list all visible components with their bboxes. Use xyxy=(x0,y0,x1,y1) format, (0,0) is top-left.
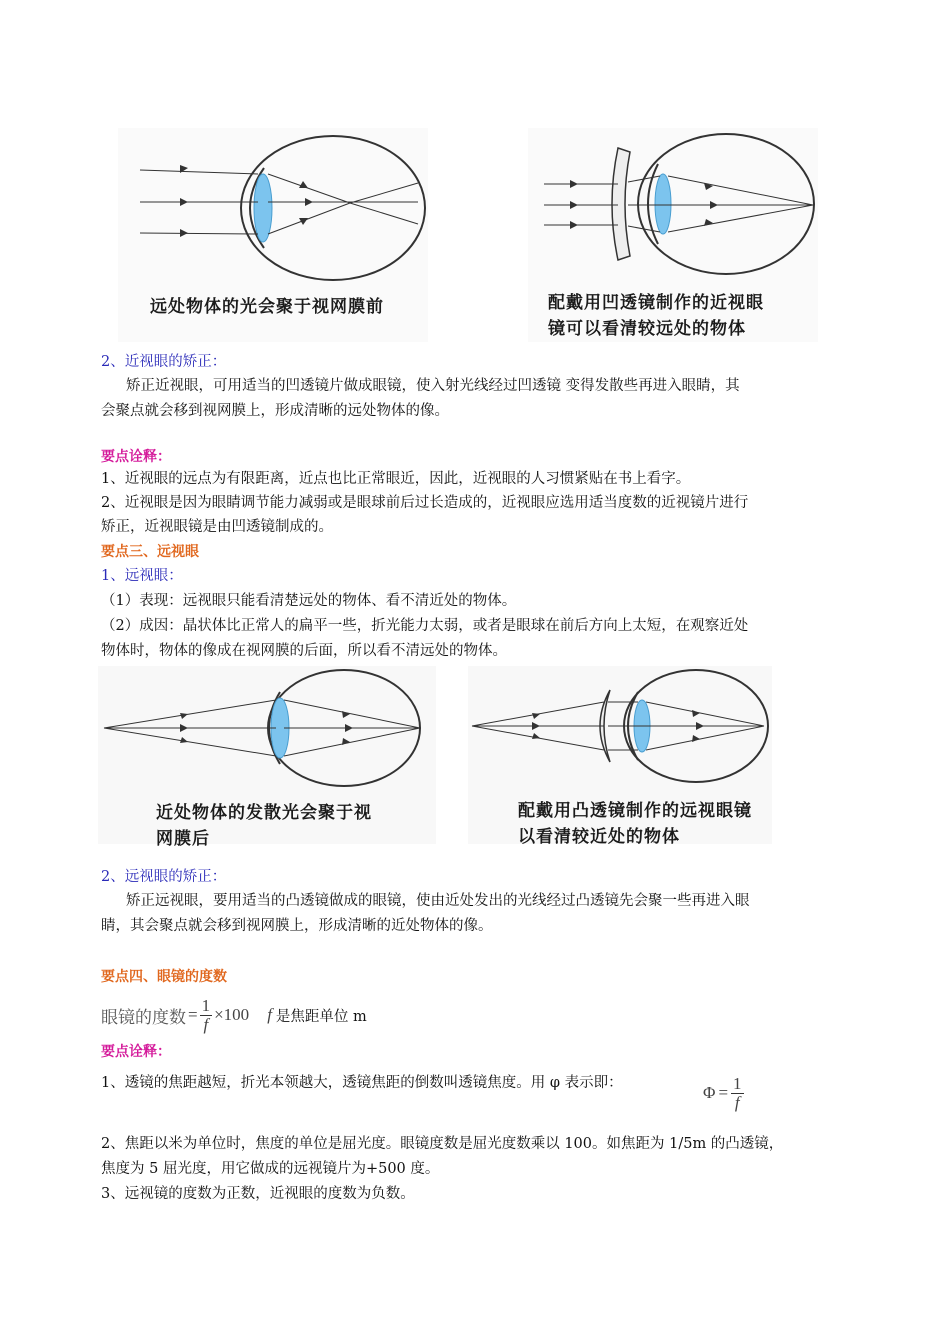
figure2-right-caption-line2: 以看清较近处的物体 xyxy=(518,827,680,847)
figure1-right-caption-line1: 配戴用凹透镜制作的近视眼 xyxy=(548,293,764,313)
formula-note: 是焦距单位 m xyxy=(275,1008,367,1025)
notes2-item2-line2: 焦度为 5 屈光度，用它做成的远视镜片为+500 度。 xyxy=(101,1161,440,1177)
myopia-correction-line2: 会聚点就会移到视网膜上，形成清晰的远处物体的像。 xyxy=(101,403,449,419)
notes2-item3: 3、远视镜的度数为正数，近视眼的度数为负数。 xyxy=(101,1186,415,1202)
power-formula xyxy=(101,992,367,1038)
formula-denominator: f xyxy=(203,1014,209,1034)
phi-formula xyxy=(703,1068,744,1118)
formula-numerator: 1 xyxy=(201,995,211,1015)
notes1-item2-line2: 矫正，近视眼镜是由凹透镜制成的。 xyxy=(101,519,333,535)
formula-f: f xyxy=(267,1005,272,1024)
formula-equals: = xyxy=(188,1005,198,1024)
hyperopia-correction-line2: 睛，其会聚点就会移到视网膜上，形成清晰的近处物体的像。 xyxy=(101,918,493,934)
notes1-item2-line1: 2、近视眼是因为眼睛调节能力减弱或是眼球前后过长造成的，近视眼应选用适当度数的近视镜片进行 xyxy=(101,495,749,511)
notes2-heading: 要点诠释： xyxy=(101,1044,171,1060)
phi-numerator: 1 xyxy=(733,1073,742,1093)
phi-denominator: f xyxy=(734,1092,740,1112)
figure1-right-caption-line2: 镜可以看清较远处的物体 xyxy=(548,319,746,339)
myopia-correction-heading: 2、近视眼的矫正： xyxy=(101,354,227,370)
figure2-left-caption-line1: 近处物体的发散光会聚于视 xyxy=(156,803,372,823)
hyperopia-correction-line1: 矫正远视眼，要用适当的凸透镜做成的眼镜，使由近处发出的光线经过凸透镜先会聚一些再进入眼 xyxy=(126,893,750,909)
section3-heading: 要点三、远视眼 xyxy=(101,544,199,560)
notes2-item1: 1、透镜的焦距越短，折光本领越大，透镜焦距的倒数叫透镜焦度。用 φ 表示即： xyxy=(101,1075,623,1091)
figure2-right-caption-line1: 配戴用凸透镜制作的远视眼镜 xyxy=(518,801,752,821)
phi-symbol: Φ xyxy=(703,1083,716,1102)
hyperopia-correction-heading: 2、远视眼的矫正： xyxy=(101,869,227,885)
section3-p2-line2: 物体时，物体的像成在视网膜的后面，所以看不清远处的物体。 xyxy=(101,643,507,659)
figure2-left-caption-line2: 网膜后 xyxy=(156,829,210,849)
section3-sub1: 1、远视眼： xyxy=(101,568,183,584)
figure1-left-caption: 远处物体的光会聚于视网膜前 xyxy=(150,297,384,317)
notes1-heading: 要点诠释： xyxy=(101,449,171,465)
formula-times: ×100 xyxy=(214,1005,250,1024)
formula-label: 眼镜的度数 xyxy=(101,1007,186,1027)
notes1-item1: 1、近视眼的远点为有限距离，近点也比正常眼近，因此，近视眼的人习惯紧贴在书上看字。 xyxy=(101,471,691,487)
section3-p1: （1）表现：远视眼只能看清楚远处的物体、看不清近处的物体。 xyxy=(101,593,517,609)
formula-fraction xyxy=(200,997,213,1034)
section3-p2-line1: （2）成因：晶状体比正常人的扁平一些，折光能力太弱，或者是眼球在前后方向上太短，在观察近处 xyxy=(101,618,749,634)
phi-fraction xyxy=(731,1075,744,1112)
section4-heading: 要点四、眼镜的度数 xyxy=(101,969,227,985)
notes2-item2-line1: 2、焦距以米为单位时，焦度的单位是屈光度。眼镜度数是屈光度数乘以 100。如焦距为 1/5m 的凸透镜， xyxy=(101,1136,784,1152)
phi-equals: = xyxy=(718,1083,729,1102)
myopia-correction-line1: 矫正近视眼，可用适当的凹透镜片做成眼镜，使入射光线经过凹透镜 变得发散些再进入眼睛，其 xyxy=(126,378,740,394)
